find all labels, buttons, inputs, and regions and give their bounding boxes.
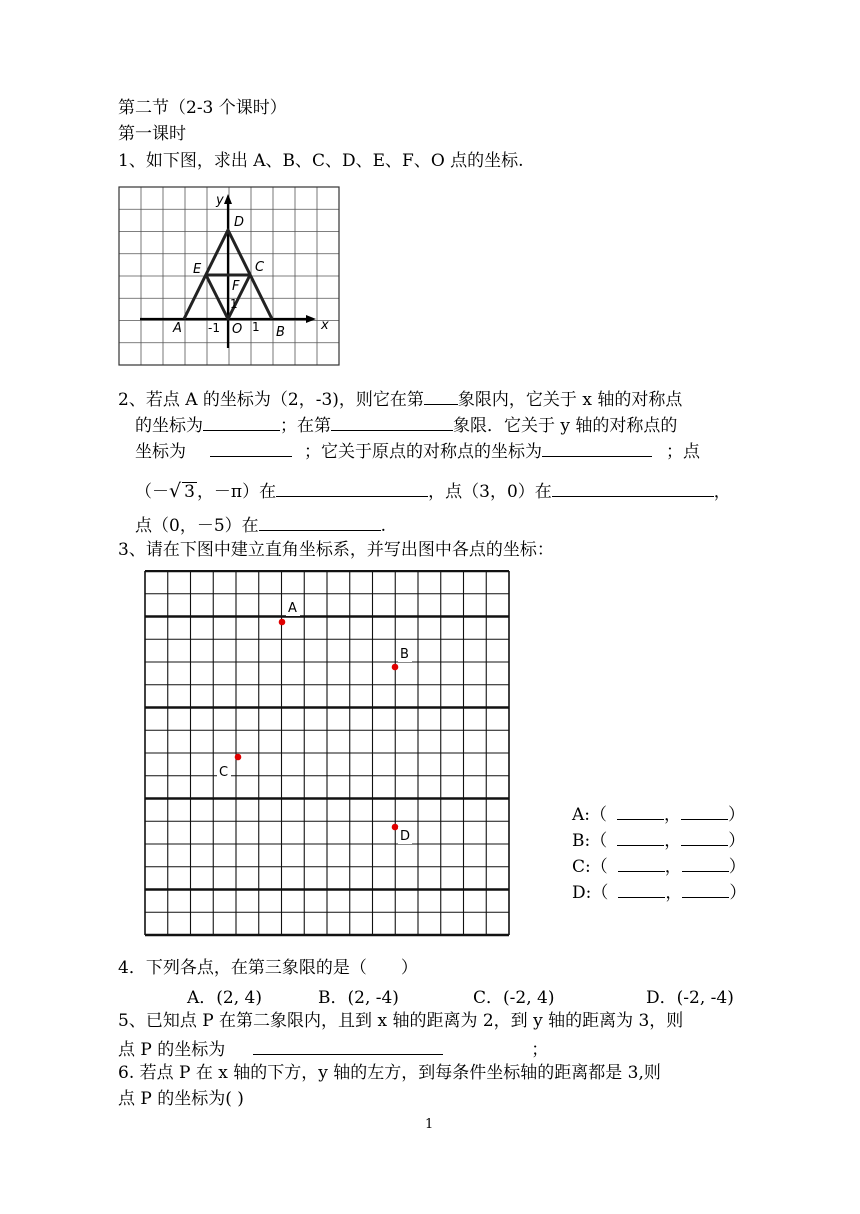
question-2-line-3 [135, 438, 700, 463]
fig1-label-e: E [193, 262, 202, 277]
q2-text-3a: 坐标为 [135, 442, 186, 462]
point-b-label: B [400, 647, 409, 662]
q2-text-4b: ，－π）在 [196, 482, 277, 502]
q2-text-5b: . [380, 516, 387, 536]
answer-a-y-blank[interactable] [681, 801, 728, 820]
q2-blank-y-reflection[interactable] [210, 438, 292, 457]
q2-sqrt-value: 3 [184, 482, 195, 502]
point-d-label: D [400, 829, 411, 844]
answer-b-x-blank[interactable] [617, 827, 664, 846]
q4-option-d[interactable]: D．(-2, -4) [646, 988, 734, 1008]
q2-text-3c: ；点 [666, 442, 700, 462]
question-6-line-1: 6. 若点 P 在 x 轴的下方，y 轴的左方，到每条件坐标轴的距离都是 3,则 [118, 1063, 661, 1083]
q2-blank-x-reflection-quadrant[interactable] [331, 412, 453, 431]
fig1-x-axis-label: x [321, 318, 329, 333]
fig1-label-d: D [234, 215, 245, 230]
question-1-figure [118, 186, 342, 368]
q2-blank-point-location-3[interactable] [259, 512, 381, 531]
question-2-line-1 [118, 386, 682, 411]
fig1-label-f: F [232, 279, 240, 294]
fig1-tick-neg-one: -1 [208, 321, 220, 335]
q2-blank-origin-reflection[interactable] [542, 438, 652, 457]
q2-text-4d: ， [713, 482, 731, 502]
q5-text-end: ； [531, 1040, 549, 1060]
section-title: 第二节（2-3 个课时） [118, 98, 287, 118]
question-3-text: 3、请在下图中建立直角坐标系，并写出图中各点的坐标： [118, 540, 554, 560]
q2-blank-point-location-1[interactable] [276, 478, 428, 497]
answer-c-y-blank[interactable] [682, 853, 729, 872]
question-5-line-1: 5、已知点 P 在第二象限内，且到 x 轴的距离为 2，到 y 轴的距离为 3，则 [118, 1011, 684, 1031]
point-a-label: A [288, 601, 297, 616]
q2-blank-point-location-2[interactable] [552, 478, 714, 497]
q4-option-c[interactable]: C．(-2, 4) [473, 988, 555, 1008]
answer-d: D:（ ， ） [572, 879, 746, 904]
q5-text-2: 点 P 的坐标为 [118, 1040, 226, 1060]
q2-text-3b: ；它关于原点的对称点的坐标为 [304, 442, 542, 462]
q2-blank-x-reflection[interactable] [203, 412, 280, 431]
q4-option-a[interactable]: A．(2, 4) [187, 988, 262, 1008]
fig1-label-b: B [276, 325, 285, 340]
point-d-dot [392, 824, 399, 831]
answer-c-x-blank[interactable] [618, 853, 665, 872]
answer-d-y-blank[interactable] [682, 879, 729, 898]
q2-text-2a: 的坐标为 [135, 416, 203, 436]
q2-text-2c: 象限．它关于 y 轴的对称点的 [453, 416, 678, 436]
fig1-label-a: A [173, 321, 182, 336]
fig1-y-axis-label: y [216, 193, 224, 208]
answer-c: C:（ ， ） [572, 853, 746, 878]
question-3-grid-figure [144, 570, 512, 942]
q2-blank-quadrant[interactable] [424, 386, 458, 405]
q5-blank-point-p[interactable] [253, 1036, 443, 1055]
page-number: 1 [425, 1117, 434, 1132]
q2-text-5a: 点（0，－5）在 [135, 516, 259, 536]
q2-text-2b: ；在第 [280, 416, 331, 436]
fig1-tick-pos-one: 1 [252, 320, 260, 334]
sqrt-symbol: √ [169, 480, 182, 502]
question-2-line-5 [135, 512, 386, 537]
question-2-line-4 [135, 478, 731, 503]
question-6-line-2: 点 P 的坐标为( ) [118, 1089, 244, 1109]
point-c-dot [235, 754, 242, 761]
question-2-line-2 [135, 412, 677, 437]
point-b-dot [392, 664, 399, 671]
q4-option-b[interactable]: B．(2, -4) [318, 988, 399, 1008]
answer-b-y-blank[interactable] [681, 827, 728, 846]
question-4-text: 4．下列各点，在第三象限的是（ ） [118, 958, 418, 978]
question-1-text: 1、如下图，求出 A、B、C、D、E、F、O 点的坐标. [118, 151, 524, 171]
q2-text-1b: 象限内，它关于 x 轴的对称点 [457, 390, 683, 410]
fig1-origin-label: O [232, 322, 243, 337]
answer-a: A:（ ， ） [572, 801, 745, 826]
answer-b: B:（ ， ） [572, 827, 745, 852]
answer-a-x-blank[interactable] [617, 801, 664, 820]
fig1-label-c: C [255, 260, 265, 275]
q2-text-1a: 2、若点 A 的坐标为（2，-3)，则它在第 [118, 390, 424, 410]
point-c-label: C [219, 765, 229, 780]
q2-text-4a: （－ [135, 482, 169, 502]
fig1-tick-y-one: 1 [230, 297, 238, 311]
point-a-dot [279, 619, 286, 626]
answer-d-x-blank[interactable] [618, 879, 665, 898]
lesson-title: 第一课时 [118, 124, 186, 144]
question-5-line-2 [118, 1036, 548, 1061]
q2-text-4c: ，点（3，0）在 [428, 482, 552, 502]
